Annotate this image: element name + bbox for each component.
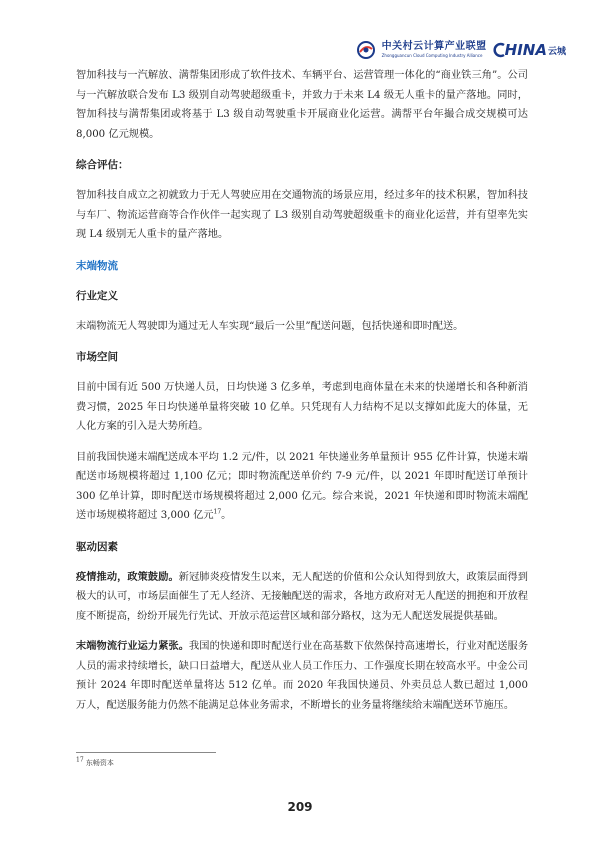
header-logos: [356, 38, 566, 62]
paragraph-overall-assessment: 智加科技自成立之初就致力于无人驾驶应用在交通物流的场景应用，经过多年的技术积累，智加科技与车厂、物流运营商等合作伙伴一起实现了 L3 级别自动驾驶超级重卡的商业化运营，并有望率先实现 L4 级别无人重卡的量产落地。: [76, 190, 528, 240]
driver-capacity-text: 我国的快递和即时配送行业在高基数下依然保持高速增长，行业对配送服务人员的需求持续增长，缺口日益增大，配送从业人员工作压力、工作强度长期在较高水平。中金公司预计 2024 年即时配送单量将达 512 亿单。而 2020 年我国快递员、外卖员总人数已超过 1,000 万人，配送服务能力仍然不能满足总体业务需求，不断增长的业务量将继续给末端配送环节施压。: [76, 641, 529, 711]
china-logo-cjk: 云城: [547, 46, 566, 57]
driver-policy-text: 新冠肺炎疫情发生以来，无人配送的价值和公众认知得到放大，政策层面得到极大的认可，市场层面催生了无人经济、无接触配送的需求，各地方政府对无人配送的拥抱和开放程度不断提高，纷纷开展先行先试、开放示范运营区域和部分路权，这为无人配送发展提供基础。: [76, 571, 528, 622]
section-title-last-mile-logistics: 末端物流: [76, 259, 118, 272]
alliance-logo-text: [382, 42, 487, 58]
footnote-text: 东畅资本: [83, 759, 114, 767]
alliance-name-cn: 中关村云计算产业联盟: [381, 41, 487, 52]
footnote-number: 17: [76, 756, 84, 764]
heading-industry-definition: 行业定义: [76, 289, 118, 302]
driver-policy-lead: 疫情推动，政策鼓励。: [76, 570, 179, 583]
paragraph-market-size: [76, 448, 528, 526]
page-number: 209: [287, 800, 313, 814]
china-logo: [493, 41, 566, 59]
alliance-name-en: Zhongguancun Cloud Computing Industry Alliance: [381, 53, 483, 58]
paragraph-industry-definition: 末端物流无人驾驶即为通过无人车实现“最后一公里”配送问题，包括快递和即时配送。: [76, 320, 464, 332]
footnote-ref[interactable]: 17: [213, 508, 222, 516]
heading-market-space: 市场空间: [76, 351, 118, 363]
market-size-end: 。: [221, 510, 232, 521]
heading-overall-assessment: 综合评估：: [76, 159, 129, 171]
market-size-text: 目前我国快递末端配送成本平均 1.2 元/件，以 2021 年快递业务单量预计 955 亿件计算，快递末端配送市场规模将超过 1,100 亿元；即时物流配送单价约 7-9 元/件，以 2021 年即时配送订单预计 300 亿单计算，即时配送市场规模将超过 2,000 亿元。综合来说，2021 年快递和即时物流末端配送市场规模将超过 3,000 亿元: [76, 451, 528, 521]
paragraph-zhijia-partners: 智加科技与一汽解放、满帮集团形成了软件技术、车辆平台、运营管理一体化的“商业铁三角”。公司与一汽解放联合发布 L3 级别自动驾驶超级重卡，并致力于未来 L4 级无人重卡的量产落地。同时，智加科技与满帮集团或将基于 L3 级自动驾驶重卡开展商业化运营。满帮平台年撮合成交规模可达 8,000 亿元规模。: [76, 70, 528, 140]
footnote-divider: [76, 752, 216, 753]
alliance-logo-icon: [356, 40, 376, 60]
paragraph-market-couriers: 目前中国有近 500 万快递人员，日均快递 3 亿多单，考虑到电商体量在未来的快递增长和各种新消费习惯，2025 年日均快递单量将突破 10 亿单。只凭现有人力结构不足以支撑如此庞大的体量，无人化方案的引入是大势所趋。: [76, 382, 528, 432]
footnote: [76, 758, 114, 768]
china-logo-text: HINA: [504, 41, 547, 59]
driver-capacity-lead: 末端物流行业运力紧张。: [76, 640, 190, 652]
paragraph-driver-capacity: [76, 637, 528, 715]
heading-drivers: 驱动因素: [76, 540, 118, 553]
page-body: [76, 66, 528, 726]
china-c-icon: [493, 42, 505, 58]
paragraph-driver-policy: [76, 568, 528, 627]
